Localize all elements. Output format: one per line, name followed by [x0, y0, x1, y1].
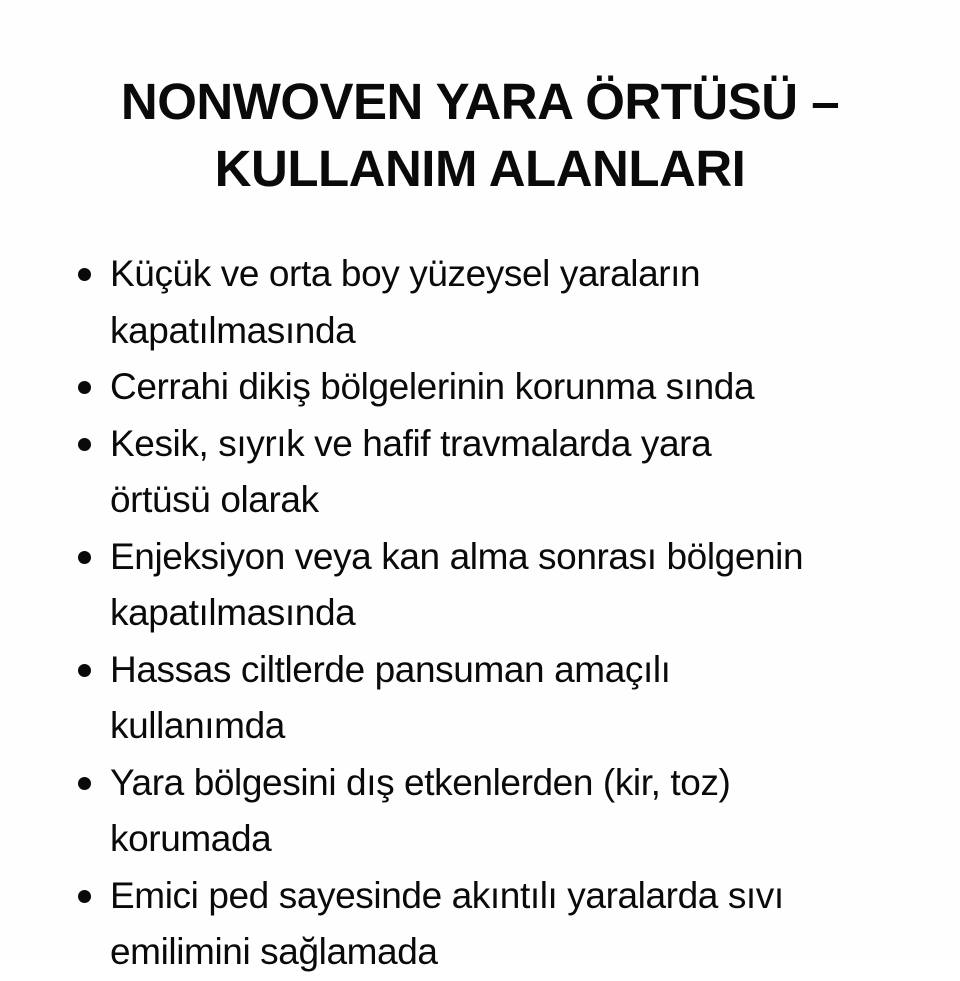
list-item-text: Enjeksiyon veya kan alma sonrası bölgenin [110, 535, 804, 577]
list-item-text: kapatılmasında [110, 309, 356, 351]
list-item-text: Küçük ve orta boy yüzeysel yaraların [110, 253, 701, 294]
bullet-icon [78, 381, 91, 394]
list-item [0, 868, 960, 981]
list-item-text: Cerrahi dikiş bölgelerinin korunma sında [110, 366, 755, 407]
list-item-text: Yara bölgesini dış etkenlerden (kir, toz) [110, 761, 731, 803]
bullet-icon [78, 777, 91, 790]
usage-list [0, 246, 960, 981]
list-item [0, 246, 960, 359]
list-item-text: emilimini sağlamada [110, 931, 438, 972]
list-item [0, 642, 960, 755]
list-item [0, 416, 960, 529]
bullet-icon [78, 664, 91, 677]
bullet-icon [78, 268, 91, 281]
list-item-text: Emici ped sayesinde akıntılı yaralarda sıvı [110, 874, 784, 916]
bullet-icon [78, 890, 91, 903]
list-item-text: korumada [110, 818, 272, 859]
title-line-1: NONWOVEN YARA ÖRTÜSÜ – [120, 73, 840, 130]
list-item-text: Hassas ciltlerde pansuman amaçılı [110, 648, 671, 690]
list-item [0, 755, 960, 868]
title-line-2: KULLANIM ALANLARI [214, 140, 746, 197]
list-item [0, 529, 960, 642]
list-item-text: kapatılmasında [110, 592, 356, 633]
page-title [0, 68, 960, 202]
list-item-text: kullanımda [110, 705, 285, 746]
list-item-text: örtüsü olarak [110, 479, 319, 520]
list-item [0, 359, 960, 416]
bullet-icon [78, 438, 91, 451]
bullet-icon [78, 551, 91, 564]
list-item-text: Kesik, sıyrık ve hafif travmalarda yara [110, 422, 712, 464]
